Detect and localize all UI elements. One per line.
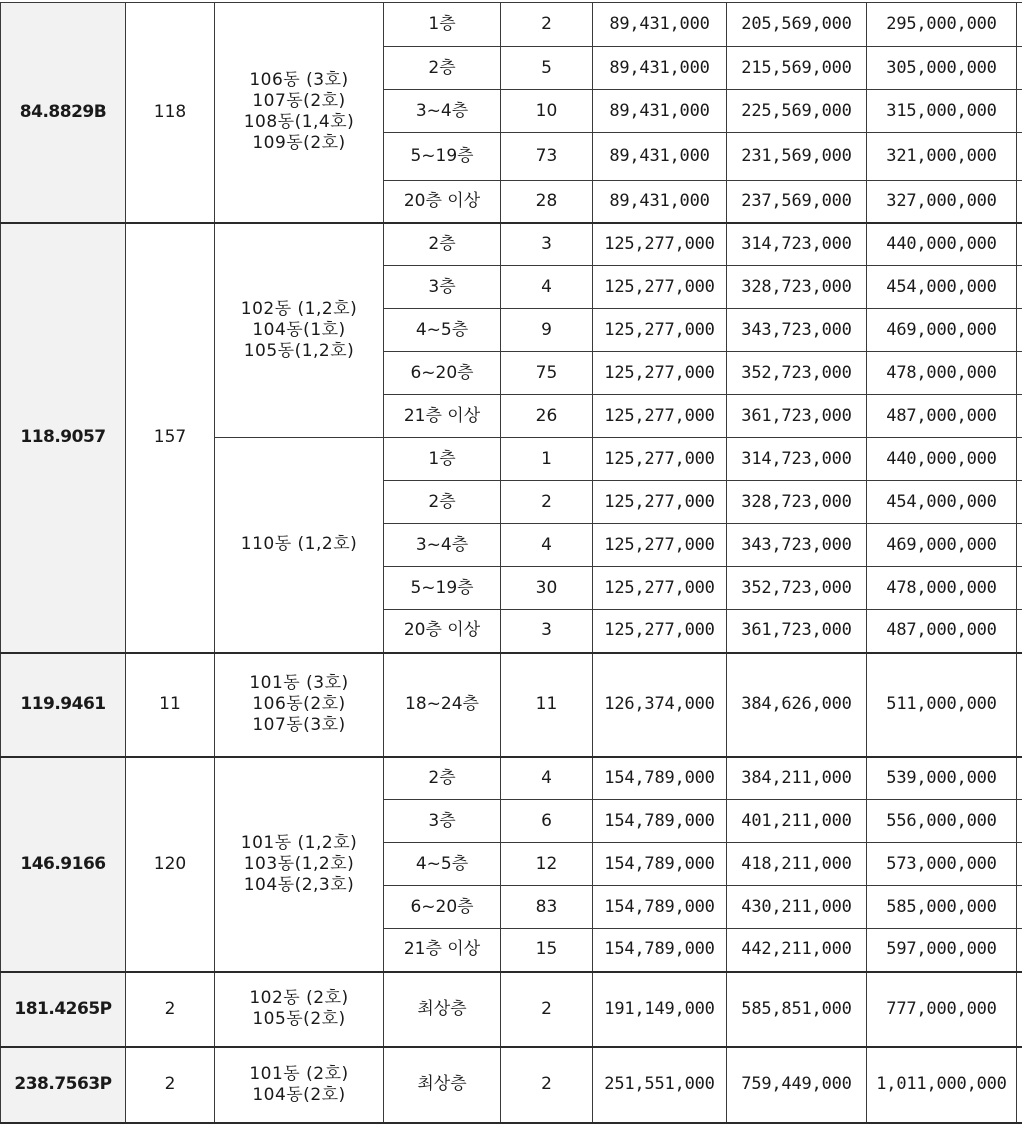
floor-cell: 3~4층 [384,90,501,133]
total-price-cell: 469,000,000 [867,309,1017,352]
total-price-cell: 478,000,000 [867,352,1017,395]
unit-count-cell: 2 [501,481,593,524]
edge-cell [1017,524,1022,567]
unit-count-cell: 9 [501,309,593,352]
edge-cell [1017,90,1022,133]
dong-label: 101동 (2호) [249,1063,349,1084]
area-cell: 119.9461 [1,653,126,757]
unit-count-cell: 4 [501,757,593,800]
dong-label: 101동 (3호) [249,673,349,693]
price-table-body [1,3,1022,1123]
edge-cell [1017,309,1022,352]
unit-count-cell: 75 [501,352,593,395]
land-price-cell: 125,277,000 [593,223,727,266]
unit-count-cell: 4 [501,524,593,567]
floor-cell: 최상층 [384,972,501,1047]
unit-count-cell: 4 [501,266,593,309]
floor-cell: 6~20층 [384,886,501,929]
units-total-cell: 157 [126,223,215,653]
edge-cell [1017,567,1022,610]
land-price-cell: 89,431,000 [593,90,727,133]
dong-label: 101동 (1,2호) [240,832,358,853]
table-row [1,223,1022,266]
dong-list-cell [215,438,384,653]
units-total-cell: 11 [126,653,215,757]
building-price-cell: 384,626,000 [727,653,867,757]
land-price-cell: 154,789,000 [593,929,727,972]
land-price-cell: 125,277,000 [593,309,727,352]
land-price-cell: 125,277,000 [593,352,727,395]
floor-cell: 1층 [384,3,501,47]
dong-label: 106동 (3호) [249,70,349,91]
land-price-cell: 126,374,000 [593,653,727,757]
building-price-cell: 328,723,000 [727,266,867,309]
edge-cell [1017,929,1022,972]
units-total-cell: 2 [126,1047,215,1123]
floor-cell: 20층 이상 [384,181,501,223]
land-price-cell: 125,277,000 [593,395,727,438]
edge-cell [1017,352,1022,395]
edge-cell [1017,3,1022,47]
dong-list-cell [215,1047,384,1123]
dong-list-cell [215,972,384,1047]
unit-count-cell: 26 [501,395,593,438]
unit-count-cell: 5 [501,47,593,90]
unit-count-cell: 83 [501,886,593,929]
table-row [1,972,1022,1047]
land-price-cell: 154,789,000 [593,843,727,886]
land-price-cell: 89,431,000 [593,47,727,90]
building-price-cell: 343,723,000 [727,524,867,567]
area-cell: 118.9057 [1,223,126,653]
total-price-cell: 327,000,000 [867,181,1017,223]
dong-label: 102동 (1,2호) [240,298,358,319]
building-price-cell: 759,449,000 [727,1047,867,1123]
total-price-cell: 295,000,000 [867,3,1017,47]
unit-count-cell: 3 [501,610,593,653]
land-price-cell: 251,551,000 [593,1047,727,1123]
edge-cell [1017,1047,1022,1123]
total-price-cell: 1,011,000,000 [867,1047,1017,1123]
land-price-cell: 125,277,000 [593,610,727,653]
unit-count-cell: 15 [501,929,593,972]
floor-cell: 4~5층 [384,843,501,886]
edge-cell [1017,223,1022,266]
unit-count-cell: 1 [501,438,593,481]
building-price-cell: 237,569,000 [727,181,867,223]
units-total-cell: 120 [126,757,215,972]
floor-cell: 3층 [384,800,501,843]
dong-label: 103동(1,2호) [243,853,355,874]
land-price-cell: 125,277,000 [593,266,727,309]
unit-count-cell: 11 [501,653,593,757]
total-price-cell: 478,000,000 [867,567,1017,610]
edge-cell [1017,843,1022,886]
edge-cell [1017,438,1022,481]
building-price-cell: 231,569,000 [727,133,867,181]
total-price-cell: 487,000,000 [867,395,1017,438]
floor-cell: 2층 [384,481,501,524]
dong-label: 107동(2호) [252,91,346,112]
dong-label: 107동(3호) [252,715,346,735]
building-price-cell: 585,851,000 [727,972,867,1047]
land-price-cell: 89,431,000 [593,3,727,47]
total-price-cell: 511,000,000 [867,653,1017,757]
dong-list-cell [215,223,384,438]
total-price-cell: 573,000,000 [867,843,1017,886]
table-row [1,1047,1022,1123]
edge-cell [1017,181,1022,223]
edge-cell [1017,653,1022,757]
land-price-cell: 191,149,000 [593,972,727,1047]
units-total-cell: 2 [126,972,215,1047]
dong-list-cell [215,757,384,972]
unit-count-cell: 2 [501,3,593,47]
land-price-cell: 125,277,000 [593,481,727,524]
building-price-cell: 418,211,000 [727,843,867,886]
unit-count-cell: 2 [501,972,593,1047]
floor-cell: 5~19층 [384,567,501,610]
land-price-cell: 125,277,000 [593,567,727,610]
area-cell: 238.7563P [1,1047,126,1123]
price-table [0,2,1022,1124]
total-price-cell: 777,000,000 [867,972,1017,1047]
land-price-cell: 89,431,000 [593,133,727,181]
unit-count-cell: 6 [501,800,593,843]
unit-count-cell: 10 [501,90,593,133]
area-cell: 181.4265P [1,972,126,1047]
dong-label: 104동(2호) [252,1084,346,1105]
edge-cell [1017,47,1022,90]
land-price-cell: 154,789,000 [593,800,727,843]
total-price-cell: 440,000,000 [867,223,1017,266]
building-price-cell: 361,723,000 [727,395,867,438]
total-price-cell: 585,000,000 [867,886,1017,929]
total-price-cell: 556,000,000 [867,800,1017,843]
floor-cell: 5~19층 [384,133,501,181]
land-price-cell: 125,277,000 [593,438,727,481]
floor-cell: 최상층 [384,1047,501,1123]
edge-cell [1017,886,1022,929]
edge-cell [1017,800,1022,843]
edge-cell [1017,972,1022,1047]
floor-cell: 3~4층 [384,524,501,567]
building-price-cell: 401,211,000 [727,800,867,843]
dong-list-cell [215,3,384,223]
land-price-cell: 89,431,000 [593,181,727,223]
building-price-cell: 314,723,000 [727,438,867,481]
floor-cell: 4~5층 [384,309,501,352]
table-row [1,653,1022,757]
total-price-cell: 597,000,000 [867,929,1017,972]
building-price-cell: 215,569,000 [727,47,867,90]
land-price-cell: 154,789,000 [593,886,727,929]
edge-cell [1017,266,1022,309]
total-price-cell: 454,000,000 [867,481,1017,524]
land-price-cell: 125,277,000 [593,524,727,567]
edge-cell [1017,481,1022,524]
unit-count-cell: 3 [501,223,593,266]
floor-cell: 21층 이상 [384,395,501,438]
floor-cell: 6~20층 [384,352,501,395]
floor-cell: 1층 [384,438,501,481]
area-cell: 84.8829B [1,3,126,223]
dong-label: 108동(1,4호) [243,112,355,133]
floor-cell: 3층 [384,266,501,309]
land-price-cell: 154,789,000 [593,757,727,800]
dong-label: 102동 (2호) [249,988,349,1008]
building-price-cell: 343,723,000 [727,309,867,352]
units-total-cell: 118 [126,3,215,223]
building-price-cell: 352,723,000 [727,352,867,395]
floor-cell: 20층 이상 [384,610,501,653]
floor-cell: 18~24층 [384,653,501,757]
building-price-cell: 384,211,000 [727,757,867,800]
unit-count-cell: 12 [501,843,593,886]
floor-cell: 2층 [384,47,501,90]
total-price-cell: 315,000,000 [867,90,1017,133]
building-price-cell: 225,569,000 [727,90,867,133]
total-price-cell: 305,000,000 [867,47,1017,90]
dong-label: 104동(1호) [252,319,346,340]
unit-count-cell: 73 [501,133,593,181]
building-price-cell: 314,723,000 [727,223,867,266]
total-price-cell: 469,000,000 [867,524,1017,567]
table-row [1,3,1022,47]
edge-cell [1017,133,1022,181]
area-cell: 146.9166 [1,757,126,972]
dong-label: 105동(2호) [252,1009,346,1029]
building-price-cell: 205,569,000 [727,3,867,47]
dong-label: 106동(2호) [252,694,346,714]
dong-label: 109동(2호) [252,133,346,154]
building-price-cell: 430,211,000 [727,886,867,929]
total-price-cell: 454,000,000 [867,266,1017,309]
total-price-cell: 487,000,000 [867,610,1017,653]
building-price-cell: 352,723,000 [727,567,867,610]
edge-cell [1017,610,1022,653]
unit-count-cell: 2 [501,1047,593,1123]
unit-count-cell: 28 [501,181,593,223]
dong-list-cell [215,653,384,757]
dong-label: 110동 (1,2호) [240,534,358,555]
table-row [1,757,1022,800]
dong-label: 105동(1,2호) [243,340,355,361]
total-price-cell: 321,000,000 [867,133,1017,181]
floor-cell: 2층 [384,223,501,266]
unit-count-cell: 30 [501,567,593,610]
building-price-cell: 328,723,000 [727,481,867,524]
total-price-cell: 440,000,000 [867,438,1017,481]
dong-label: 104동(2,3호) [243,874,355,895]
building-price-cell: 442,211,000 [727,929,867,972]
edge-cell [1017,757,1022,800]
floor-cell: 21층 이상 [384,929,501,972]
edge-cell [1017,395,1022,438]
floor-cell: 2층 [384,757,501,800]
total-price-cell: 539,000,000 [867,757,1017,800]
building-price-cell: 361,723,000 [727,610,867,653]
